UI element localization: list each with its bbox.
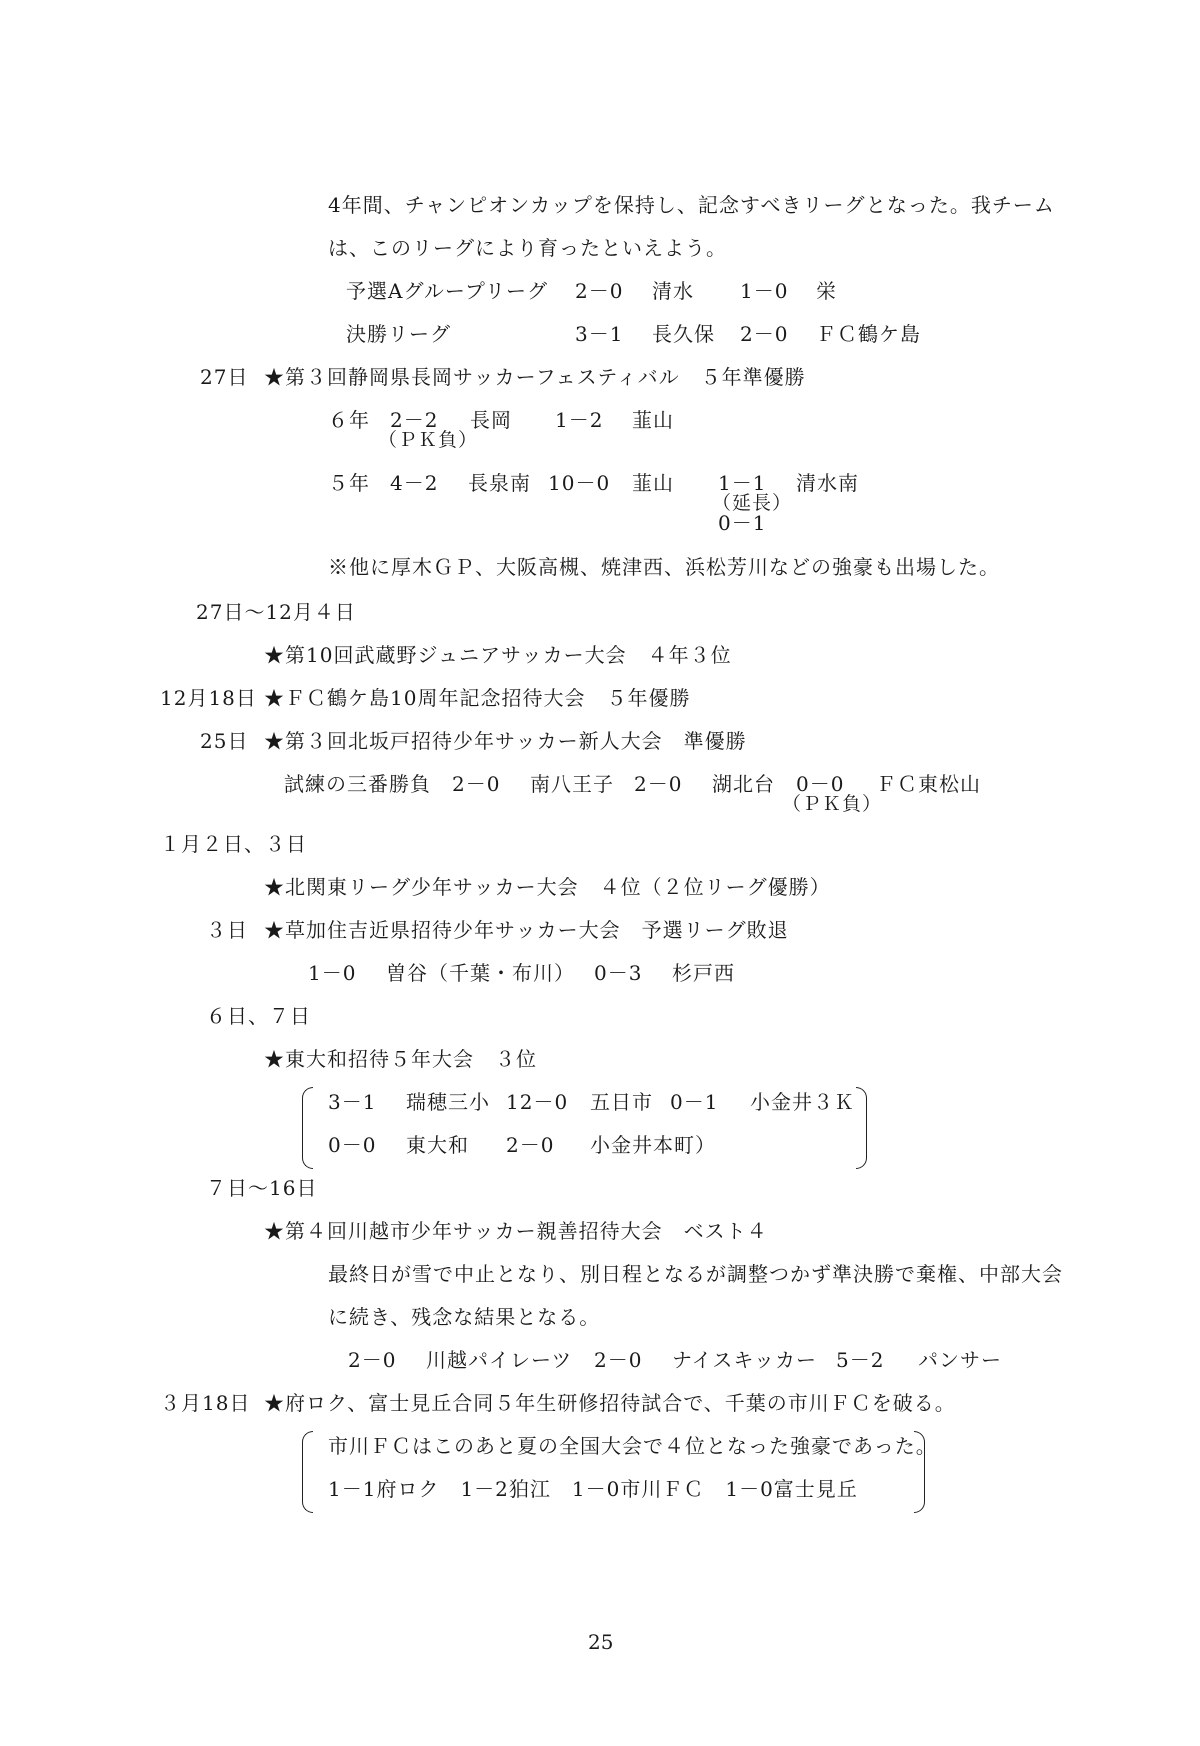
nagaoka-g5-score-2: 10－0 (548, 471, 611, 495)
kawagoe-team-2: ナイスキッカー (672, 1348, 817, 1372)
kitasakado-team-1: 南八王子 (530, 772, 614, 796)
nagaoka-g5-score-1: 4－2 (390, 471, 439, 495)
league-final-score-2: 2－0 (740, 322, 789, 346)
furoku-date: ３月18日 (160, 1391, 251, 1415)
furoku-desc: 市川ＦＣはこのあと夏の全国大会で４位となった強豪であった。 (328, 1434, 937, 1458)
kawagoe-score-3: 5－2 (836, 1348, 885, 1372)
league-final-label: 決勝リーグ (346, 322, 451, 346)
kitasakado-label: 試練の三番勝負 (284, 772, 431, 796)
nagaoka-g5-score-3: 1－1 (718, 471, 767, 495)
kawagoe-title: ★第４回川越市少年サッカー親善招待大会 ベスト４ (264, 1219, 768, 1243)
kitasakado-title: ★第３回北坂戸招待少年サッカー新人大会 準優勝 (264, 729, 747, 753)
kawagoe-date: ７日～16日 (206, 1176, 318, 1200)
nagaoka-g6-label: ６年 (328, 408, 370, 432)
furoku-results: 1－1府ロク 1－2狛江 1－0市川ＦＣ 1－0富士見丘 (328, 1477, 858, 1501)
higashiyamato-r1-score-2: 12－0 (506, 1090, 569, 1114)
nagaoka-g6-team-1: 長岡 (470, 408, 512, 432)
higashiyamato-r2-team-2: 小金井本町） (590, 1133, 716, 1157)
nagaoka-g6-score-1: 2－2 (390, 408, 439, 432)
higashiyamato-paren-left (302, 1087, 313, 1169)
nagaoka-g5-team-1: 長泉南 (468, 471, 531, 495)
nagaoka-note: ※他に厚木ＧＰ、大阪高槻、焼津西、浜松芳川などの強豪も出場した。 (328, 555, 1000, 579)
higashiyamato-r1-team-3: 小金井３Ｋ (750, 1090, 855, 1114)
higashiyamato-r1-team-1: 瑞穂三小 (406, 1090, 490, 1114)
higashiyamato-r1-score-3: 0－1 (670, 1090, 719, 1114)
tsurugashima-date: 12月18日 (160, 686, 257, 710)
higashiyamato-r2-team-1: 東大和 (406, 1133, 469, 1157)
kitasakado-score-1: 2－0 (452, 772, 501, 796)
furoku-paren-left (302, 1431, 313, 1513)
soka-score-2: 0－3 (594, 961, 643, 985)
kawagoe-desc-2: に続き、残念な結果となる。 (328, 1305, 601, 1329)
league-a-label: 予選Aグループリーグ (346, 279, 549, 303)
soka-team-2: 杉戸西 (672, 961, 735, 985)
kitakanto-date: １月２日、３日 (160, 832, 307, 856)
kitasakado-score-3: 0－0 (796, 772, 845, 796)
higashiyamato-r2-score-1: 0－0 (328, 1133, 377, 1157)
nagaoka-g5-team-3: 清水南 (796, 471, 859, 495)
league-a-score-1: 2－0 (575, 279, 624, 303)
kawagoe-team-1: 川越パイレーツ (426, 1348, 573, 1372)
kawagoe-score-1: 2－0 (348, 1348, 397, 1372)
musashino-title: ★第10回武蔵野ジュニアサッカー大会 ４年３位 (264, 643, 732, 667)
higashiyamato-r1-team-2: 五日市 (590, 1090, 653, 1114)
nagaoka-g5-note-3: （延長） (712, 492, 793, 514)
higashiyamato-date: ６日、７日 (206, 1004, 311, 1028)
nagaoka-g6-score-2: 1－2 (555, 408, 604, 432)
kitasakado-team-3: ＦＣ東松山 (876, 772, 981, 796)
kawagoe-score-2: 2－0 (594, 1348, 643, 1372)
kitasakado-team-2: 湖北台 (712, 772, 775, 796)
page-number: 25 (588, 1630, 614, 1654)
soka-title: ★草加住吉近県招待少年サッカー大会 予選リーグ敗退 (264, 918, 789, 942)
league-a-team-1: 清水 (652, 279, 694, 303)
nagaoka-g5-label: ５年 (328, 471, 370, 495)
intro-line-2: は、このリーグにより育ったといえよう。 (328, 236, 727, 260)
musashino-date: 27日～12月４日 (196, 600, 356, 624)
nagaoka-g6-note-1: （ＰＫ負） (378, 429, 479, 451)
kitasakado-date: 25日 (200, 729, 249, 753)
higashiyamato-r1-score-1: 3－1 (328, 1090, 377, 1114)
nagaoka-date: 27日 (200, 365, 249, 389)
league-a-team-2: 栄 (816, 279, 837, 303)
soka-team-1: 曽谷（千葉・布川） (386, 961, 575, 985)
league-a-score-2: 1－0 (740, 279, 789, 303)
higashiyamato-paren-right (856, 1087, 867, 1169)
league-final-team-1: 長久保 (652, 322, 715, 346)
kitakanto-title: ★北関東リーグ少年サッカー大会 ４位（２位リーグ優勝） (264, 875, 831, 899)
tsurugashima-title: ★ＦＣ鶴ケ島10周年記念招待大会 ５年優勝 (264, 686, 691, 710)
higashiyamato-r2-score-2: 2－0 (506, 1133, 555, 1157)
nagaoka-g5-team-2: 韮山 (632, 471, 674, 495)
league-final-score-1: 3－1 (575, 322, 624, 346)
soka-score-1: 1－0 (308, 961, 357, 985)
intro-line-1: 4年間、チャンピオンカップを保持し、記念すべきリーグとなった。我チーム (328, 193, 1055, 217)
furoku-title: ★府ロク、富士見丘合同５年生研修招待試合で、千葉の市川ＦＣを破る。 (264, 1391, 956, 1415)
higashiyamato-title: ★東大和招待５年大会 ３位 (264, 1047, 537, 1071)
soka-date: ３日 (206, 918, 248, 942)
nagaoka-g6-team-2: 韮山 (632, 408, 674, 432)
kawagoe-desc-1: 最終日が雪で中止となり、別日程となるが調整つかず準決勝で棄権、中部大会 (328, 1262, 1063, 1286)
league-final-team-2: ＦＣ鶴ケ島 (816, 322, 921, 346)
kitasakado-note-3: （ＰＫ負） (782, 793, 883, 815)
kawagoe-team-3: パンサー (918, 1348, 1002, 1372)
kitasakado-score-2: 2－0 (634, 772, 683, 796)
nagaoka-title: ★第３回静岡県長岡サッカーフェスティバル ５年準優勝 (264, 365, 806, 389)
nagaoka-g5-score-3b: 0－1 (718, 511, 767, 535)
